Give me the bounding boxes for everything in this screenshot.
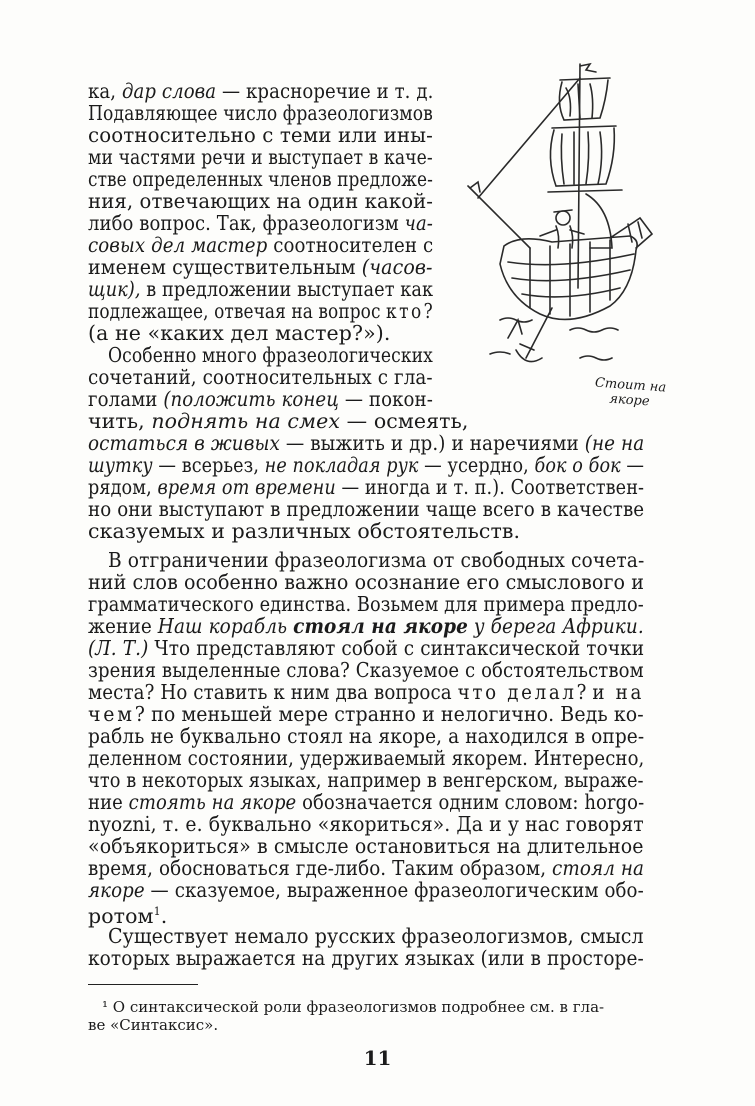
text-run: в предложении выступает как (140, 277, 434, 301)
text-line (88, 233, 434, 257)
text-run: но они выступают в предложении чаще всего в качестве (88, 497, 645, 521)
text-run: голами (88, 387, 164, 411)
text-line (88, 946, 644, 970)
text-line (88, 901, 644, 927)
text-line (88, 101, 433, 125)
footnote-rule (88, 984, 198, 985)
text-line (88, 79, 434, 103)
text-run: зрения выделенные слова? Сказуемое с обстоятельством (88, 658, 644, 682)
text-run: именем существительным (88, 255, 362, 279)
text-run: ния, отвечающих на один какой- (88, 189, 434, 213)
text-run: — иногда и т. п.). Соответствен- (335, 475, 645, 499)
text-run: деленном состоянии, удерживаемый якорем. Интересно, (88, 746, 645, 770)
text-run: В отграничении фразеологизма от свободных сочета- (108, 548, 645, 572)
text-line (88, 410, 644, 432)
text-line (88, 475, 645, 499)
text-run: — сказуемое, выраженное фразеологическим обо- (144, 878, 644, 902)
text-line (88, 189, 434, 213)
text-line (88, 145, 433, 169)
text-run: ? (576, 680, 593, 704)
text-run: которых выражается на других языках (или в простоpe- (88, 946, 644, 970)
text-line (88, 277, 434, 301)
text-run: (Л. Т.) (88, 636, 149, 660)
text-run: жение (88, 614, 158, 638)
text-line (88, 520, 644, 542)
text-run: щик), (88, 277, 141, 301)
page-number: 11 (363, 1046, 392, 1070)
text-run: совых дел мастер (88, 233, 268, 257)
text-line (88, 167, 433, 191)
footnote-line-2: ве «Синтаксис». (88, 1016, 219, 1034)
text-line (88, 322, 433, 344)
text-run: (часов- (361, 255, 433, 279)
text-run: (положить конец (163, 387, 340, 411)
text-line (88, 592, 644, 616)
text-run: сочетаний, соотносительных с гла- (88, 365, 433, 389)
text-run: ний слов особенно важно осознание его смыслового и (88, 570, 645, 594)
text-run: бок о бок (534, 453, 621, 477)
text-run: — осмеять, (340, 409, 469, 433)
footnote-line-1: ¹ О синтаксической роли фразеологизмов подробнее см. в гла- (102, 998, 605, 1016)
text-run: «объякориться» в смысле остановиться на длительное (88, 834, 644, 858)
text-run: дар слова (121, 79, 217, 103)
text-line (88, 453, 645, 477)
text-run: ? (423, 299, 433, 323)
text-line (88, 856, 645, 880)
text-run: ми частями речи и выступает в каче- (88, 145, 433, 169)
text-run: — всерьез, (152, 453, 265, 477)
text-run: кто (386, 299, 424, 323)
text-line (88, 746, 645, 770)
text-run: ча- (404, 211, 433, 235)
text-line (88, 387, 433, 411)
text-run: подлежащее, отвечая на вопрос (88, 299, 387, 323)
text-run: — красноречие и т. д. (216, 79, 434, 103)
text-run: места? Но ставить к ним два вопроса (88, 680, 458, 704)
text-run: ротом (88, 903, 154, 928)
text-run: остаться в живых (88, 431, 280, 455)
text-run: ка, (88, 79, 122, 103)
caption-line-1: Стоит на (594, 375, 667, 396)
text-run: поднять на смех (151, 409, 341, 433)
ship-illustration (460, 58, 660, 388)
text-run: обозначается одним словом: horgo- (296, 790, 645, 814)
text-run: грамматического единства. Возьмем для примера предло- (88, 592, 644, 616)
text-line (88, 299, 433, 323)
text-line (108, 548, 645, 572)
text-run: шутку (88, 453, 153, 477)
text-run: либо вопрос. Так, фразеологизм (88, 211, 405, 235)
text-line (88, 211, 433, 235)
text-run: и на (592, 680, 645, 704)
text-run: время, обосноваться где-либо. Таким образом, (88, 856, 553, 880)
text-run: Подавляющее число фразеологизмов (88, 101, 433, 125)
text-run: — покон- (339, 387, 433, 411)
text-run: стоять на якоре (128, 790, 297, 814)
text-run: что в некоторых языках, например в венгерском, выраже- (88, 768, 644, 792)
text-run: ? по меньшей мере странно и нелогично. Ведь ко- (134, 702, 644, 726)
text-line (88, 497, 645, 521)
text-run: ние (88, 790, 129, 814)
text-run: чить, (88, 409, 152, 433)
text-run: якоре (88, 878, 145, 902)
text-run: что делал (457, 680, 577, 704)
text-run: Существует немало русских фразеологизмов, смысл (108, 924, 644, 948)
text-run: . (160, 903, 168, 928)
text-run: nyozni, т. е. буквально «якориться». Да и у нас говорят (88, 812, 644, 836)
text-line (108, 343, 433, 367)
text-line (88, 768, 644, 792)
text-run: у берега Африки. (467, 614, 644, 638)
text-line (88, 614, 644, 638)
text-run: соотносительно с теми или ины- (88, 123, 433, 147)
text-run: рабль не буквально стоял на якоре, а находился в опре- (88, 724, 645, 748)
text-line (88, 834, 644, 858)
text-run: не покладая рук (264, 453, 419, 477)
text-run: стоял на (552, 856, 645, 880)
text-run: соотносителен с (267, 233, 434, 257)
text-run: — усердно, (418, 453, 535, 477)
text-line (88, 658, 644, 682)
text-line (88, 790, 645, 814)
text-run: 1 (153, 905, 161, 918)
illustration-caption (589, 375, 671, 411)
text-run: рядом, (88, 475, 158, 499)
text-run: время от времени (157, 475, 336, 499)
text-line (88, 255, 433, 279)
text-line (88, 702, 644, 726)
text-run: Особенно много фразеологических (108, 343, 433, 367)
text-run: чем (88, 702, 135, 726)
text-run: стве определенных членов предложе- (88, 167, 433, 191)
text-line (88, 431, 645, 455)
text-line (88, 878, 644, 902)
text-run: стоял на якоре (293, 614, 468, 638)
text-run: (не на (584, 431, 645, 455)
text-run: (а не «каких дел мастер?»). (88, 321, 391, 345)
text-run: сказуемых и различных обстоятельств. (88, 519, 521, 543)
text-run: — (620, 453, 645, 477)
text-line (88, 570, 645, 594)
text-line (88, 680, 645, 704)
text-line (88, 812, 644, 836)
text-line (88, 724, 645, 748)
text-run: — выжить и др.) и наречиями (279, 431, 585, 455)
text-run: Наш корабль (157, 614, 294, 638)
text-line (88, 365, 433, 389)
text-line (108, 924, 644, 948)
text-run: Что представляют собой с синтаксической точки (148, 636, 645, 660)
text-line (88, 123, 433, 147)
text-line (88, 636, 645, 660)
caption-line-2: якоре (608, 391, 651, 410)
